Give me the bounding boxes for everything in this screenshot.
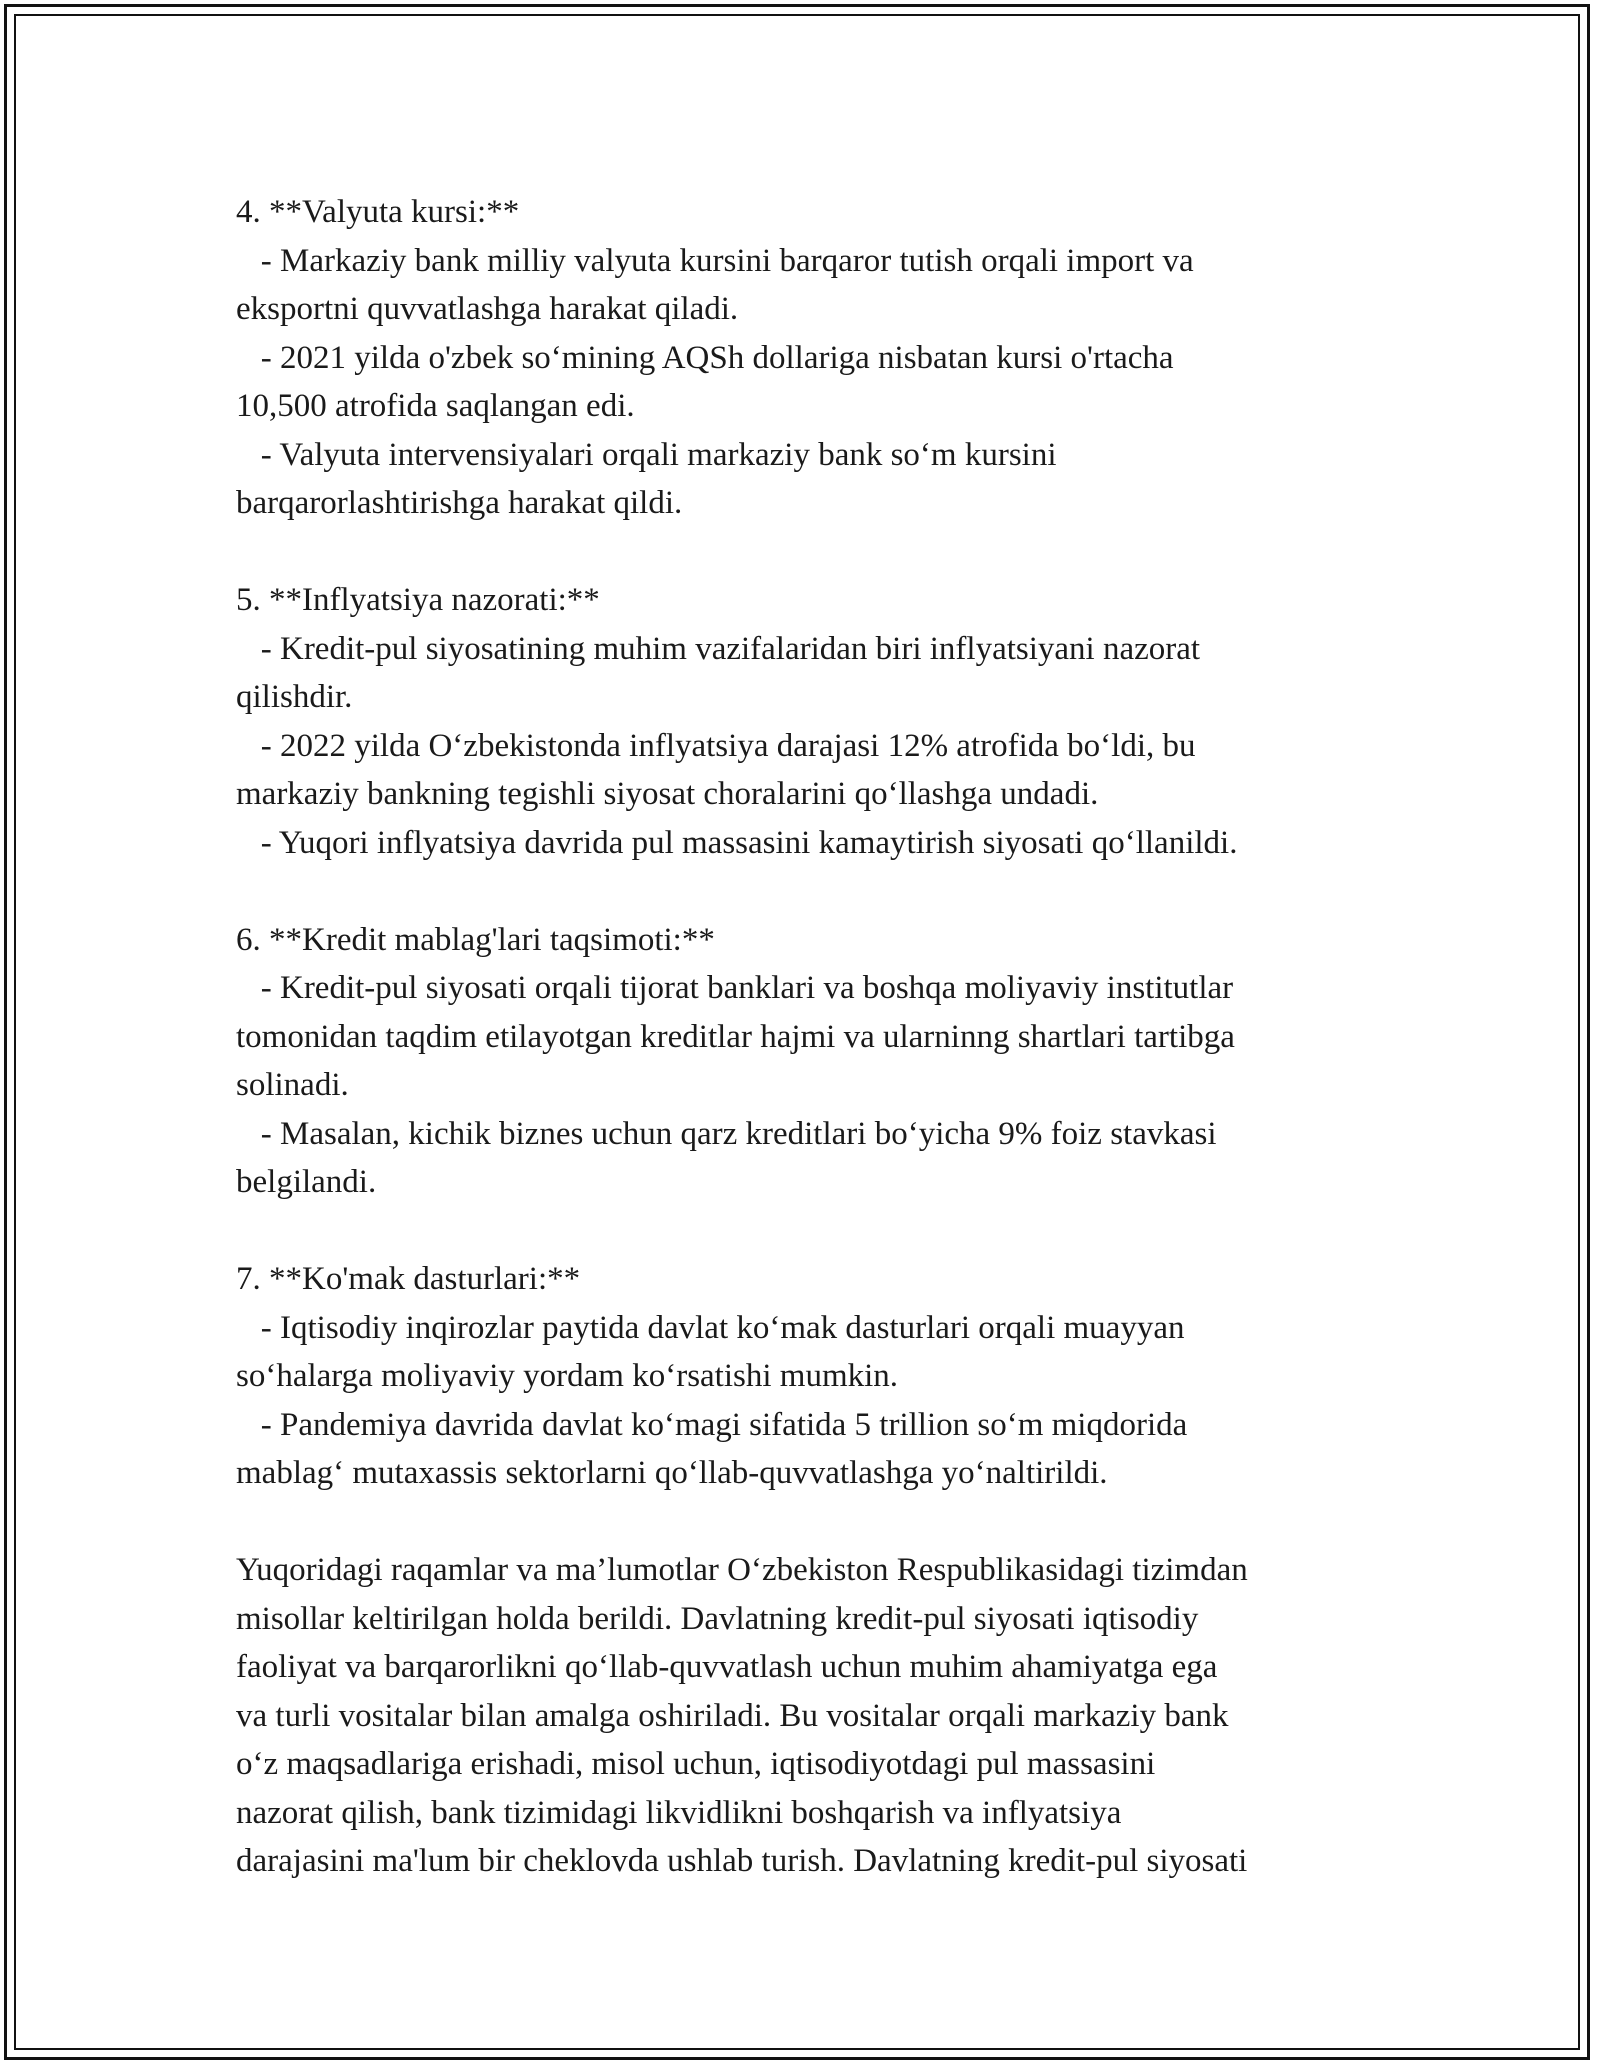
section-heading: 7. **Ko'mak dasturlari:** [236,1261,581,1297]
text-line: mablag‘ mutaxassis sektorlarni qo‘llab-quvvatlashga yo‘naltirildi. [236,1455,1108,1491]
text-line: o‘z maqsadlariga erishadi, misol uchun, iqtisodiyotdagi pul massasini [236,1746,1156,1782]
text-line: faoliyat va barqarorlikni qo‘llab-quvvatlash uchun muhim ahamiyatga ega [236,1649,1218,1685]
text-line: - Valyuta intervensiyalari orqali markaziy bank so‘m kursini [236,436,1057,473]
text-line: darajasini ma'lum bir cheklovda ushlab turish. Davlatning kredit-pul siyosati [236,1843,1248,1879]
paragraph-gap [236,867,1386,916]
paragraph-gap [236,1207,1386,1256]
text-line: - Kredit-pul siyosatining muhim vazifalaridan biri inflyatsiyani nazorat [236,630,1201,667]
text-line: nazorat qilish, bank tizimidagi likvidlikni boshqarish va inflyatsiya [236,1794,1122,1831]
text-line: barqarorlashtirishga harakat qildi. [236,485,683,521]
text-line: tomonidan taqdim etilayotgan kreditlar hajmi va ularninng shartlari tartibga [236,1018,1235,1055]
text-line: so‘halarga moliyaviy yordam ko‘rsatishi mumkin. [236,1358,899,1394]
section-heading: 4. **Valyuta kursi:** [236,194,520,230]
text-line: - Markaziy bank milliy valyuta kursini barqaror tutish orqali import va [236,242,1194,279]
text-line: - Masalan, kichik biznes uchun qarz kreditlari bo‘yicha 9% foiz stavkasi [236,1115,1217,1152]
text-line: misollar keltirilgan holda berildi. Davlatning kredit-pul siyosati iqtisodiy [236,1600,1199,1637]
text-line: eksportni quvvatlashga harakat qiladi. [236,291,739,327]
section-credit-distribution [236,916,1386,1207]
section-heading: 5. **Inflyatsiya nazorati:** [236,582,600,618]
text-line: - 2021 yilda o'zbek so‘mining AQSh dollariga nisbatan kursi o'rtacha [236,339,1174,376]
document-body [236,188,1386,1886]
paragraph-gap [236,528,1386,577]
text-line: va turli vositalar bilan amalga oshiriladi. Bu vositalar orqali markaziy bank [236,1697,1229,1734]
text-line: Yuqoridagi raqamlar va ma’lumotlar O‘zbekiston Respublikasidagi tizimdan [236,1552,1248,1588]
section-support-programs [236,1255,1386,1498]
section-conclusion-paragraph [236,1546,1386,1886]
text-line: markaziy bankning tegishli siyosat choralarini qo‘llashga undadi. [236,776,1099,812]
text-line: belgilandi. [236,1164,377,1200]
paragraph-gap [236,1498,1386,1547]
text-line: - Iqtisodiy inqirozlar paytida davlat ko‘mak dasturlari orqali muayyan [236,1309,1185,1346]
text-line: - Pandemiya davrida davlat ko‘magi sifatida 5 trillion so‘m miqdorida [236,1406,1188,1443]
text-line: - 2022 yilda O‘zbekistonda inflyatsiya darajasi 12% atrofida bo‘ldi, bu [236,727,1196,764]
text-line: qilishdir. [236,679,353,715]
text-line: - Kredit-pul siyosati orqali tijorat banklari va boshqa moliyaviy institutlar [236,970,1234,1006]
text-line: solinadi. [236,1067,349,1103]
text-line: - Yuqori inflyatsiya davrida pul massasini kamaytirish siyosati qo‘llanildi. [236,824,1238,861]
section-heading: 6. **Kredit mablag'lari taqsimoti:** [236,921,715,958]
section-exchange-rate [236,188,1386,528]
section-inflation-control [236,576,1386,867]
text-line: 10,500 atrofida saqlangan edi. [236,388,635,424]
